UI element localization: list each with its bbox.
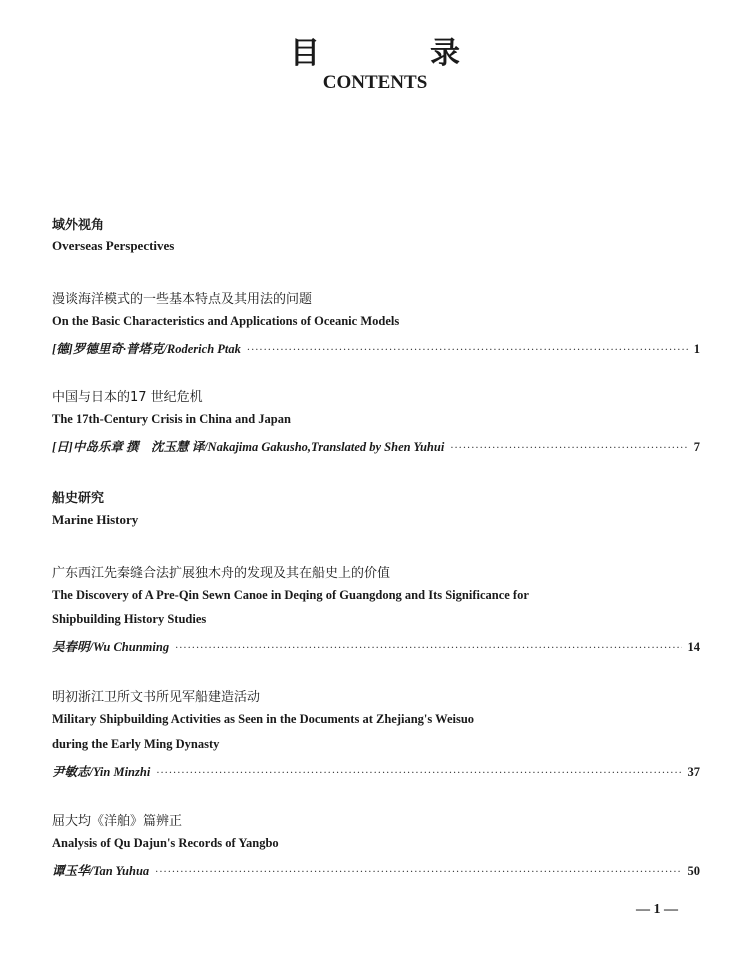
article-title-en[interactable]: Military Shipbuilding Activities as Seen in the Documents at Zhejiang's Weisuo (52, 712, 475, 726)
article-title-en[interactable]: Analysis of Qu Dajun's Records of Yangbo (52, 836, 279, 850)
dot-leader (155, 867, 681, 878)
page-title-en: CONTENTS (322, 72, 428, 93)
page-number: 7 (693, 440, 700, 454)
article-title-cn[interactable]: 屈大均《洋舶》篇辨正 (52, 814, 183, 829)
page-number: 1 (693, 342, 700, 356)
article-title-en[interactable]: On the Basic Characteristics and Applications of Oceanic Models (52, 314, 400, 328)
article-author: [日]中岛乐章 撰 沈玉慧 译/Nakajima Gakusho,Translated by Shen Yuhui (52, 440, 445, 454)
page-number: 37 (687, 765, 700, 779)
dot-leader (175, 643, 681, 654)
section-heading-en: Overseas Perspectives (52, 238, 175, 253)
article-title-en-cont[interactable]: Shipbuilding History Studies (52, 612, 207, 626)
page-footer: — 1 — (636, 902, 678, 917)
article-author: [德]罗德里奇·普塔克/Roderich Ptak (52, 342, 241, 356)
article-title-cn[interactable]: 中国与日本的17 世纪危机 (52, 390, 203, 405)
author-line[interactable] (52, 437, 700, 455)
dot-leader (156, 768, 681, 779)
author-line[interactable] (52, 762, 700, 780)
page-number: 14 (687, 640, 700, 654)
author-line[interactable] (52, 861, 700, 879)
article-title-cn[interactable]: 漫谈海洋模式的一些基本特点及其用法的问题 (52, 292, 313, 307)
dot-leader (450, 443, 687, 454)
author-line[interactable] (52, 339, 700, 357)
section-heading-cn: 船史研究 (52, 491, 105, 506)
article-title-en[interactable]: The Discovery of A Pre-Qin Sewn Canoe in Deqing of Guangdong and Its Significance for (52, 588, 529, 602)
section-heading-en: Marine History (52, 512, 139, 527)
author-line[interactable] (52, 637, 700, 655)
dot-leader (247, 345, 688, 356)
article-title-cn[interactable]: 明初浙江卫所文书所见军船建造活动 (52, 690, 261, 705)
page-number: 50 (687, 864, 700, 878)
section-heading-cn: 域外视角 (52, 218, 105, 233)
article-title-en-cont[interactable]: during the Early Ming Dynasty (52, 737, 220, 751)
article-title-cn[interactable]: 广东西江先秦缝合法扩展独木舟的发现及其在船史上的价值 (52, 566, 391, 581)
page-title-cn: 目 录 (290, 36, 500, 71)
article-author: 谭玉华/Tan Yuhua (52, 864, 150, 878)
article-author: 吴春明/Wu Chunming (52, 640, 170, 654)
article-title-en[interactable]: The 17th-Century Crisis in China and Japan (52, 412, 291, 426)
article-author: 尹敏志/Yin Minzhi (52, 765, 151, 779)
